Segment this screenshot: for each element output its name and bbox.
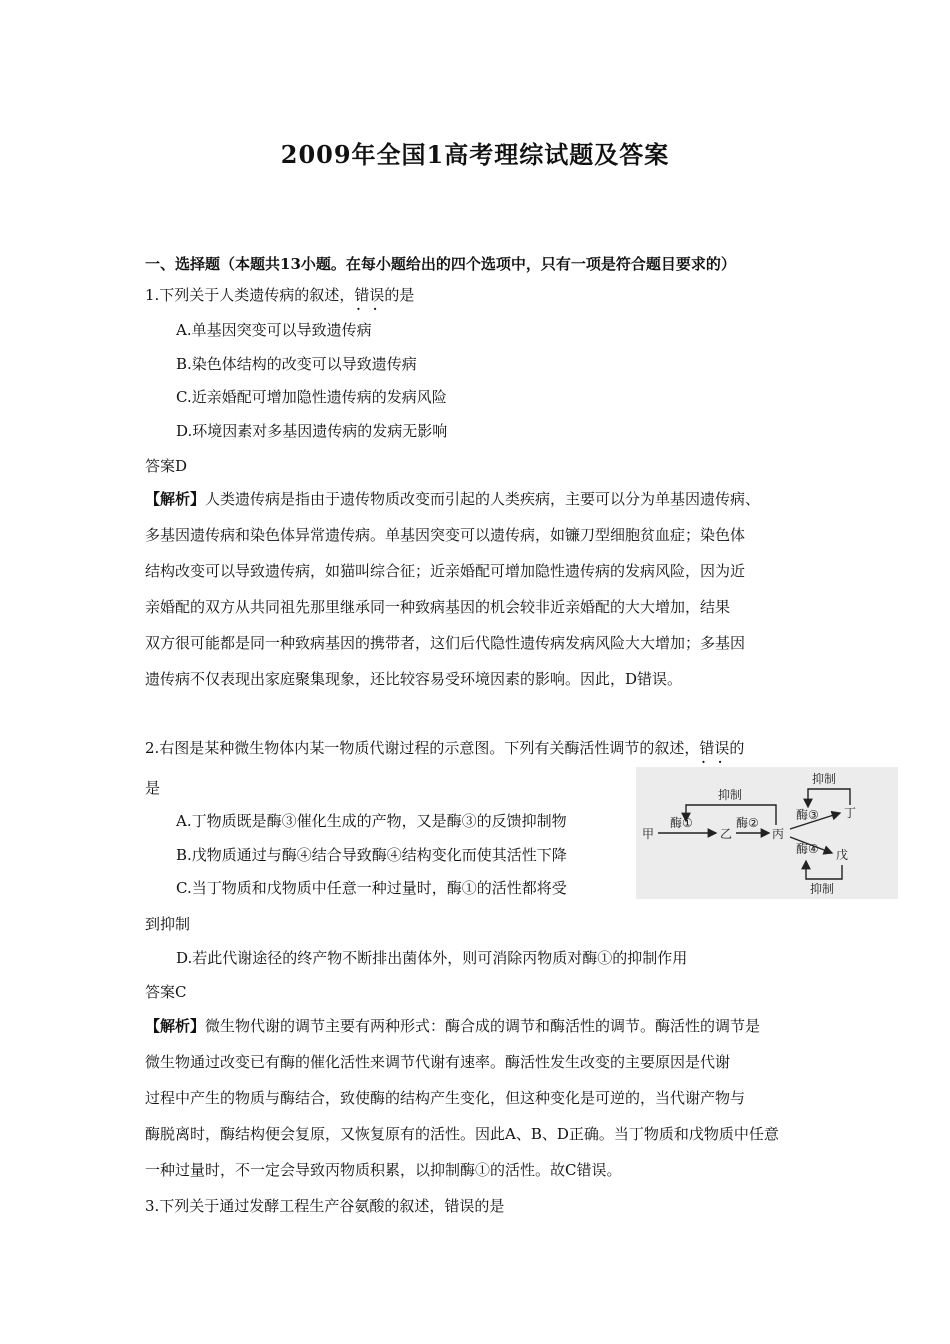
question-2-analysis-line: 酶脱离时，酶结构便会复原，又恢复原有的活性。因此A、B、D正确。当丁物质和戊物质中任意 (145, 1125, 779, 1143)
pathway-svg (636, 767, 898, 899)
question-2-stem-pre: 2.右图是某种微生物体内某一物质代谢过程的示意图。下列有关酶活性调节的叙述， (145, 739, 700, 757)
section-heading: 一、选择题（本题共13小题。在每小题给出的四个选项中，只有一项是符合题目要求的） (145, 255, 736, 273)
question-2-option-c: C.当丁物质和戊物质中任意一种过量时，酶①的活性都将受 (176, 879, 567, 897)
substance-yi: 乙 (720, 827, 733, 841)
substance-jia: 甲 (642, 827, 655, 841)
question-2-analysis-text: 微生物代谢的调节主要有两种形式：酶合成的调节和酶活性的调节。酶活性的调节是 (205, 1017, 761, 1035)
question-2-option-c-cont: 到抑制 (145, 915, 191, 933)
question-2-option-a: A.丁物质既是酶③催化生成的产物，又是酶③的反馈抑制物 (176, 812, 567, 830)
substance-ding: 丁 (844, 806, 857, 820)
question-2-analysis-line (145, 1016, 760, 1036)
question-2-option-b: B.戊物质通过与酶④结合导致酶④结构变化而使其活性下降 (176, 846, 567, 864)
question-1-analysis-line: 多基因遗传病和染色体异常遗传病。单基因突变可以遗传病，如镰刀型细胞贫血症；染色体 (145, 526, 746, 544)
question-2-analysis-line: 微生物通过改变已有酶的催化活性来调节代谢有速率。酶活性发生改变的主要原因是代谢 (145, 1053, 731, 1071)
feedback-loop-bottom (806, 861, 842, 879)
question-2-option-d: D.若此代谢途径的终产物不断排出菌体外，则可消除丙物质对酶①的抑制作用 (176, 949, 688, 967)
question-1-stem-post: 的是 (384, 286, 415, 304)
question-2-answer: 答案C (145, 983, 187, 1001)
question-1-analysis-tag: 【解析】 (145, 490, 206, 508)
question-1-option-a: A.单基因突变可以导致遗传病 (176, 321, 372, 339)
question-2-analysis-tag: 【解析】 (145, 1017, 206, 1035)
question-1-stem-pre: 1.下列关于人类遗传病的叙述， (145, 286, 355, 304)
substance-wu: 戊 (836, 848, 849, 862)
question-1-analysis-line: 遗传病不仅表现出家庭聚集现象，还比较容易受环境因素的影响。因此，D错误。 (145, 670, 683, 688)
metabolic-pathway-diagram (636, 767, 898, 899)
question-1-analysis-line: 亲婚配的双方从共同祖先那里继承同一种致病基因的机会较非近亲婚配的大大增加，结果 (145, 598, 731, 616)
question-2-emphasis: 错误 · · (699, 739, 729, 757)
inhibit-label-top-left: 抑制 (718, 788, 743, 802)
question-1-analysis-line: 结构改变可以导致遗传病，如猫叫综合征；近亲婚配可增加隐性遗传病的发病风险，因为近 (145, 562, 746, 580)
enzyme-4-label: 酶④ (796, 842, 819, 856)
feedback-loop-top-left (686, 805, 776, 825)
question-1-analysis-line (145, 489, 760, 509)
question-2-analysis-line: 过程中产生的物质与酶结合，致使酶的结构产生变化，但这种变化是可逆的，当代谢产物与 (145, 1089, 746, 1107)
question-1-option-c: C.近亲婚配可增加隐性遗传病的发病风险 (176, 388, 447, 406)
enzyme-3-label: 酶③ (796, 808, 819, 822)
question-1-stem (145, 285, 414, 305)
inhibit-label-bottom: 抑制 (810, 882, 835, 896)
question-2-stem-post: 的 (729, 739, 745, 757)
page-title: 2009年全国1高考理综试题及答案 (280, 140, 670, 169)
question-2-stem (145, 738, 744, 758)
question-3-stem: 3.下列关于通过发酵工程生产谷氨酸的叙述，错误的是 (145, 1197, 505, 1215)
question-1-analysis-line: 双方很可能都是同一种致病基因的携带者，这们后代隐性遗传病发病风险大大增加；多基因 (145, 634, 746, 652)
question-1-emphasis: 错误 · · (354, 286, 384, 304)
enzyme-1-label: 酶① (670, 816, 693, 830)
enzyme-2-label: 酶② (736, 816, 759, 830)
substance-bing: 丙 (772, 827, 785, 841)
feedback-loop-top-right (808, 789, 850, 807)
question-1-answer: 答案D (145, 457, 188, 475)
question-2-stem-line2: 是 (145, 779, 161, 797)
question-1-option-b: B.染色体结构的改变可以导致遗传病 (176, 355, 417, 373)
question-1-option-d: D.环境因素对多基因遗传病的发病无影响 (176, 422, 448, 440)
question-1-analysis-text: 人类遗传病是指由于遗传物质改变而引起的人类疾病，主要可以分为单基因遗传病、 (205, 490, 761, 508)
inhibit-label-top-right: 抑制 (812, 772, 837, 786)
question-2-analysis-line: 一种过量时，不一定会导致丙物质积累，以抑制酶①的活性。故C错误。 (145, 1161, 622, 1179)
